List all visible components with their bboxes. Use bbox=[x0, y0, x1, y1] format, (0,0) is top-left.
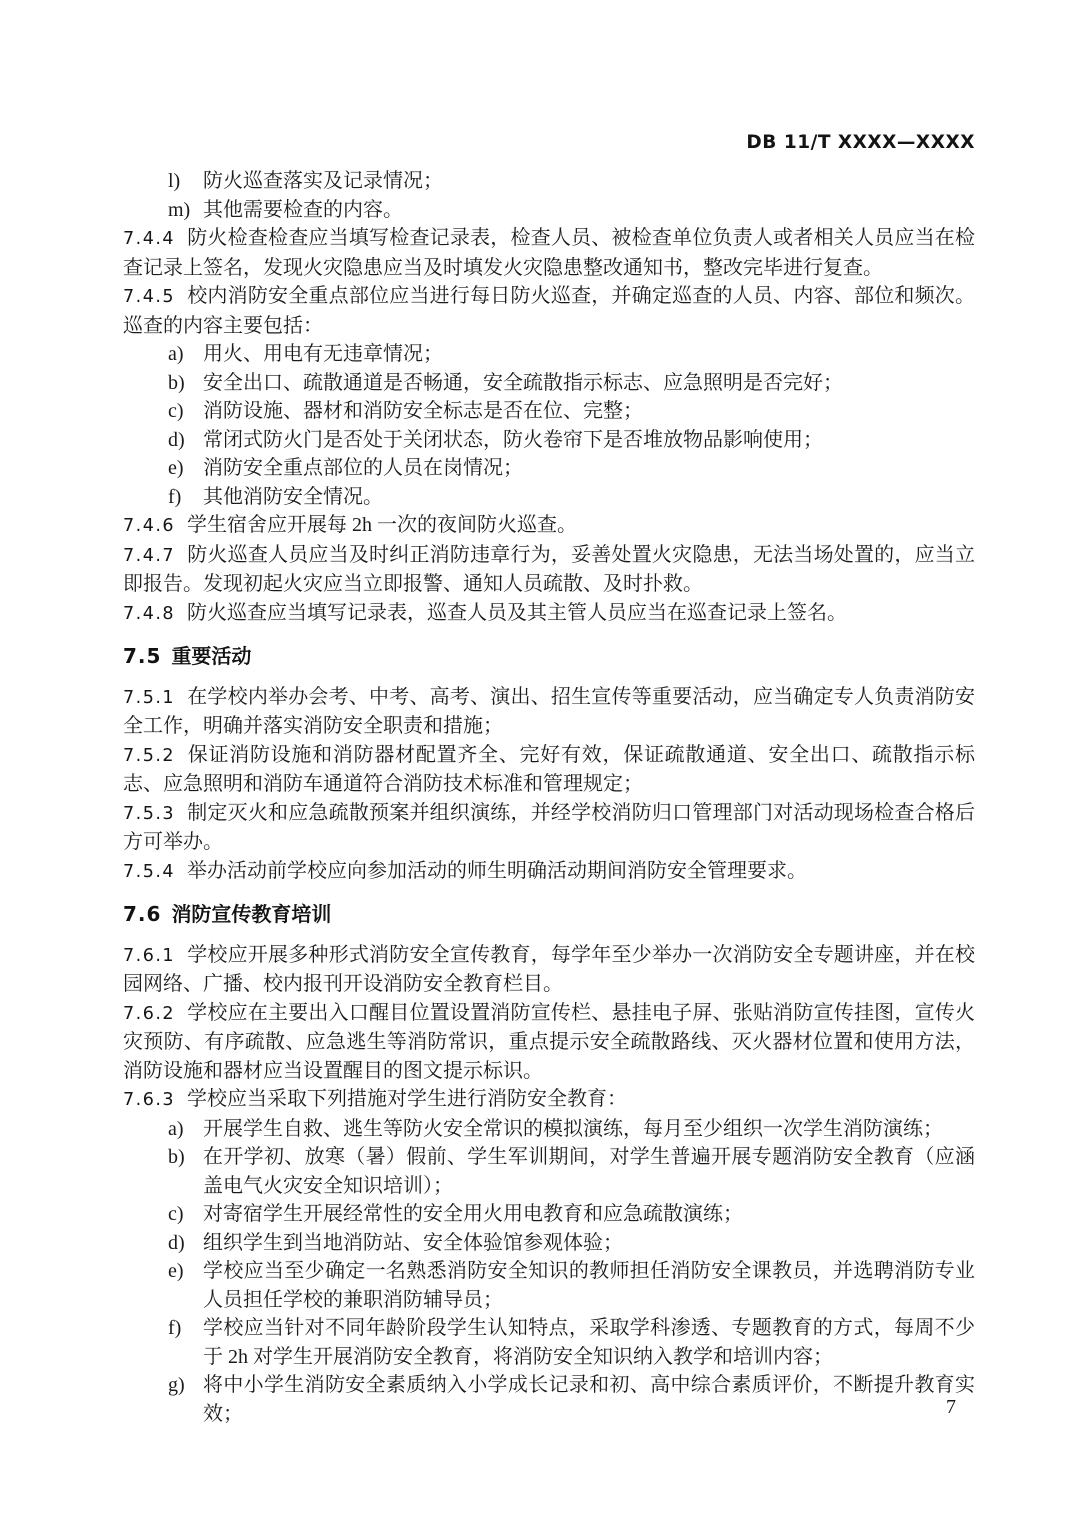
list-item-text: 用火、用电有无违章情况； bbox=[203, 343, 443, 365]
list-item bbox=[123, 167, 975, 196]
list-item-marker: d) bbox=[168, 428, 185, 451]
page-number: 7 bbox=[946, 1396, 956, 1418]
list-item-text: 组织学生到当地消防站、安全体验馆参观体验； bbox=[203, 1231, 623, 1254]
clause-number: 7.6.2 bbox=[123, 1003, 176, 1024]
clause-number: 7.5.1 bbox=[123, 687, 176, 708]
list-item-marker: c) bbox=[168, 1203, 184, 1225]
list-item bbox=[123, 1115, 975, 1144]
list-item-marker: d) bbox=[168, 1231, 185, 1254]
clause-number: 7.5.4 bbox=[123, 861, 176, 882]
clause-paragraph bbox=[123, 511, 975, 541]
clause-number: 7.6.1 bbox=[123, 945, 176, 966]
clause-number: 7.4.7 bbox=[123, 545, 176, 566]
list-item-marker: g) bbox=[168, 1374, 185, 1396]
list-item bbox=[123, 1229, 975, 1258]
clause-number: 7.4.6 bbox=[123, 516, 176, 536]
list-item-marker: a) bbox=[168, 343, 184, 365]
clause-number: 7.4.4 bbox=[123, 229, 176, 249]
clause-paragraph bbox=[123, 282, 975, 340]
list-item bbox=[123, 1314, 975, 1371]
list-item-marker: b) bbox=[168, 371, 185, 394]
clause-paragraph bbox=[123, 857, 975, 887]
clause-text: 学校应当采取下列措施对学生进行消防安全教育： bbox=[187, 1088, 627, 1110]
clause-text: 在学校内举办会考、中考、高考、演出、招生宣传等重要活动，应当确定专人负责消防安全工作，明确并落实消防安全职责和措施； bbox=[123, 685, 975, 737]
list-item-text: 安全出口、疏散通道是否畅通，安全疏散指示标志、应急照明是否完好； bbox=[203, 371, 843, 394]
list-item-marker: l) bbox=[168, 170, 181, 192]
list-item-text: 开展学生自救、逃生等防火安全常识的模拟演练，每月至少组织一次学生消防演练； bbox=[203, 1117, 943, 1140]
section-heading bbox=[123, 900, 975, 929]
list-item bbox=[123, 483, 975, 512]
clause-text: 学校应开展多种形式消防安全宣传教育，每学年至少举办一次消防安全专题讲座，并在校园网络、广播、校内报刊开设消防安全教育栏目。 bbox=[123, 943, 975, 995]
list-item-marker: m) bbox=[168, 198, 191, 221]
list-item-text: 消防设施、器材和消防安全标志是否在位、完整； bbox=[203, 400, 643, 422]
clause-text: 防火巡查人员应当及时纠正消防违章行为，妥善处置火灾隐患，无法当场处置的，应当立即报告。发现初起火灾应当立即报警、通知人员疏散、及时扑救。 bbox=[123, 543, 975, 595]
clause-text: 防火巡查应当填写记录表，巡查人员及其主管人员应当在巡查记录上签名。 bbox=[187, 601, 847, 624]
clause-number: 7.4.8 bbox=[123, 603, 176, 624]
list-item-marker: c) bbox=[168, 400, 184, 422]
list-item bbox=[123, 369, 975, 398]
list-item-text: 防火巡查落实及记录情况； bbox=[203, 170, 443, 192]
section-heading-title: 重要活动 bbox=[171, 644, 252, 668]
list-item bbox=[123, 1257, 975, 1314]
section-heading-title: 消防宣传教育培训 bbox=[171, 902, 332, 926]
clause-paragraph bbox=[123, 224, 975, 282]
document-content bbox=[123, 167, 975, 1428]
list-item bbox=[123, 397, 975, 426]
list-item-marker: b) bbox=[168, 1146, 185, 1168]
section-heading-number: 7.6 bbox=[123, 902, 162, 926]
list-item-text: 将中小学生消防安全素质纳入小学成长记录和初、高中综合素质评价，不断提升教育实效； bbox=[203, 1374, 975, 1425]
clause-paragraph bbox=[123, 799, 975, 857]
list-item bbox=[123, 1143, 975, 1200]
list-item-text: 其他消防安全情况。 bbox=[203, 485, 383, 508]
clause-paragraph bbox=[123, 599, 975, 629]
list-item-marker: e) bbox=[168, 457, 184, 479]
list-item-text: 学校应当针对不同年龄阶段学生认知特点，采取学科渗透、专题教育的方式，每周不少于 2h 对学生开展消防安全教育，将消防安全知识纳入教学和培训内容； bbox=[203, 1317, 975, 1368]
list-item-marker: a) bbox=[168, 1117, 184, 1140]
clause-text: 制定灭火和应急疏散预案并组织演练，并经学校消防归口管理部门对活动现场检查合格后方可举办。 bbox=[123, 801, 975, 853]
clause-number: 7.5.3 bbox=[123, 803, 176, 824]
clause-text: 学生宿舍应开展每 2h 一次的夜间防火巡查。 bbox=[187, 514, 577, 536]
list-item-marker: f) bbox=[168, 485, 182, 508]
list-item bbox=[123, 426, 975, 455]
clause-text: 防火检查检查应当填写检查记录表，检查人员、被检查单位负责人或者相关人员应当在检查记录上签名，发现火灾隐患应当及时填发火灾隐患整改通知书，整改完毕进行复查。 bbox=[123, 227, 975, 279]
clause-paragraph bbox=[123, 941, 975, 999]
clause-paragraph bbox=[123, 541, 975, 599]
list-item bbox=[123, 1371, 975, 1428]
list-item bbox=[123, 1200, 975, 1229]
clause-paragraph bbox=[123, 1085, 975, 1115]
clause-text: 校内消防安全重点部位应当进行每日防火巡查，并确定巡查的人员、内容、部位和频次。巡查的内容主要包括： bbox=[123, 285, 975, 337]
list-item-text: 在开学初、放寒（暑）假前、学生军训期间，对学生普遍开展专题消防安全教育（应涵盖电气火灾安全知识培训）； bbox=[203, 1146, 975, 1197]
clause-number: 7.4.5 bbox=[123, 287, 176, 307]
clause-text: 保证消防设施和消防器材配置齐全、完好有效，保证疏散通道、安全出口、疏散指示标志、应急照明和消防车通道符合消防技术标准和管理规定； bbox=[123, 743, 975, 795]
list-item-text: 学校应当至少确定一名熟悉消防安全知识的教师担任消防安全课教员，并选聘消防专业人员担任学校的兼职消防辅导员； bbox=[203, 1260, 975, 1311]
clause-paragraph bbox=[123, 999, 975, 1086]
list-item-text: 消防安全重点部位的人员在岗情况； bbox=[203, 457, 523, 479]
list-item-text: 对寄宿学生开展经常性的安全用火用电教育和应急疏散演练； bbox=[203, 1203, 743, 1225]
section-heading-number: 7.5 bbox=[123, 644, 162, 668]
list-item-text: 常闭式防火门是否处于关闭状态，防火卷帘下是否堆放物品影响使用； bbox=[203, 428, 823, 451]
list-item-marker: f) bbox=[168, 1317, 182, 1339]
clause-text: 举办活动前学校应向参加活动的师生明确活动期间消防安全管理要求。 bbox=[187, 859, 807, 882]
list-item-text: 其他需要检查的内容。 bbox=[203, 198, 403, 221]
clause-paragraph bbox=[123, 683, 975, 741]
clause-paragraph bbox=[123, 741, 975, 799]
list-item-marker: e) bbox=[168, 1260, 184, 1282]
clause-number: 7.6.3 bbox=[123, 1090, 176, 1110]
clause-number: 7.5.2 bbox=[123, 745, 176, 766]
list-item bbox=[123, 454, 975, 483]
clause-text: 学校应在主要出入口醒目位置设置消防宣传栏、悬挂电子屏、张贴消防宣传挂图，宣传火灾预防、有序疏散、应急逃生等消防常识，重点提示安全疏散路线、灭火器材位置和使用方法，消防设施和器材应当设置醒目的图文提示标识。 bbox=[123, 1001, 975, 1082]
section-heading bbox=[123, 642, 975, 671]
list-item bbox=[123, 196, 975, 225]
list-item bbox=[123, 340, 975, 369]
standard-code-header: DB 11/T XXXX—XXXX bbox=[746, 132, 975, 153]
